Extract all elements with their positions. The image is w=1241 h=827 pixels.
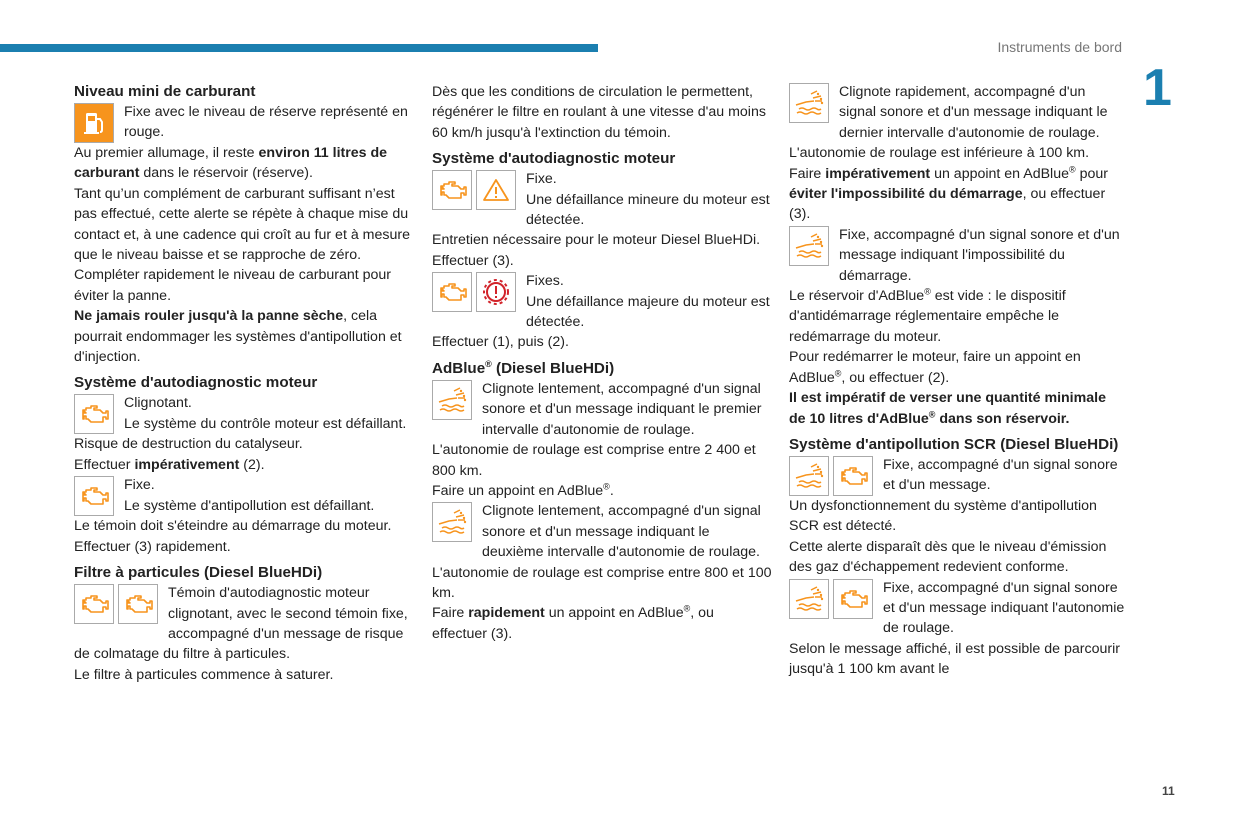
- fuel-p4: Ne jamais rouler jusqu'à la panne sèche, cela pourrait endommager les systèmes d'antipollution et d'injection.: [74, 308, 402, 366]
- column-1: [74, 82, 412, 685]
- adblue-c-p2: Faire impérativement un appoint en AdBlue® pour éviter l'impossibilité du démarrage, ou effectuer (3).: [789, 163, 1108, 223]
- fuel-p2: Tant qu’un complément de carburant suffisant n’est pas effectué, cette alerte se répète à chaque mise du contact et, à une cadence qui croît au fur et à mesure que le niveau baisse et se rapproche de zéro.: [74, 185, 410, 264]
- diag-b-text: Le système d'antipollution est défaillant.: [124, 497, 375, 514]
- adblue-d-p1: Le réservoir d'AdBlue® est vide : le dispositif d'antidémarrage réglementaire empêche le redémarrage du moteur.: [789, 286, 1066, 345]
- warning-triangle-icon: [476, 170, 516, 210]
- engine-outline-icon: [74, 476, 114, 516]
- scr-second-row: [789, 578, 1125, 639]
- adblue-icon: [789, 456, 829, 496]
- filter-continued: Dès que les conditions de circulation le permettent, régénérer le filtre en roulant à une vitesse d'au moins 60 km/h jusqu'à l'extinction du témoin.: [432, 84, 766, 141]
- fuel-warning-row: [74, 102, 412, 143]
- scr-b-p1: Selon le message affiché, il est possible de parcourir jusqu'à 1 100 km avant le: [789, 640, 1120, 678]
- section-title: Instruments de bord: [997, 39, 1122, 55]
- service-alert-icon: [476, 272, 516, 312]
- adblue-icon: [789, 579, 829, 619]
- scr-title: Système d'antipollution SCR (Diesel BlueHDi): [789, 435, 1119, 453]
- adblue-d-text: Fixe, accompagné d'un signal sonore et d'un message indiquant l'impossibilité du démarrage.: [839, 226, 1120, 284]
- diag-fixed-row: [74, 475, 412, 516]
- adblue-title: AdBlue® (Diesel BlueHDi): [432, 358, 615, 377]
- engine-outline-icon: [118, 584, 158, 624]
- diag2-a-text: Une défaillance mineure du moteur est détectée.: [526, 191, 770, 229]
- column-2: [432, 82, 772, 644]
- adblue-b-p1: L'autonomie de roulage est comprise entre 800 et 100 km.: [432, 564, 772, 601]
- filter-p1: Le filtre à particules commence à saturer.: [74, 666, 334, 683]
- fuel-p1: Au premier allumage, il reste environ 11 litres de carburant dans le réservoir (réserve).: [74, 145, 388, 182]
- diag-a-p1: Risque de destruction du catalyseur.: [74, 436, 303, 453]
- diag-flashing-row: [74, 393, 412, 434]
- diag2-b-text: Une défaillance majeure du moteur est détectée.: [526, 293, 770, 331]
- header-accent-bar: [0, 44, 598, 52]
- diag-title: Système d'autodiagnostic moteur: [74, 374, 318, 392]
- scr-a-p2: Cette alerte disparaît dès que le niveau d'émission des gaz d'échappement redevient conforme.: [789, 538, 1107, 576]
- scr-first-row: [789, 455, 1125, 496]
- diag2-title: Système d'autodiagnostic moteur: [432, 150, 676, 168]
- engine-outline-icon: [432, 272, 472, 312]
- diag2-b-state: Fixes.: [526, 273, 564, 290]
- engine-outline-icon: [74, 394, 114, 434]
- diag2-a-p1: Entretien nécessaire pour le moteur Diesel BlueHDi.: [432, 232, 761, 249]
- fuel-pump-icon: [74, 103, 114, 143]
- adblue-icon: [789, 226, 829, 266]
- filter-row: [74, 583, 412, 665]
- filter-title: Filtre à particules (Diesel BlueHDi): [74, 564, 323, 582]
- adblue-d-p3: Il est impératif de verser une quantité minimale de 10 litres d'AdBlue® dans son réservoir.: [789, 390, 1106, 427]
- fuel-p3: Compléter rapidement le niveau de carburant pour éviter la panne.: [74, 267, 392, 304]
- diag-a-p2: Effectuer impérativement (2).: [74, 456, 265, 473]
- diag-a-text: Le système du contrôle moteur est défaillant.: [124, 415, 407, 432]
- adblue-c-p1: L'autonomie de roulage est inférieure à 100 km.: [789, 145, 1090, 162]
- adblue-icon: [789, 83, 829, 123]
- adblue-icon: [432, 380, 472, 420]
- adblue-a-p2: Faire un appoint en AdBlue®.: [432, 481, 614, 499]
- scr-a-p1: Un dysfonctionnement du système d'antipollution SCR est détecté.: [789, 497, 1097, 535]
- adblue-icon: [432, 502, 472, 542]
- diag2-a-p2: Effectuer (3).: [432, 252, 514, 269]
- adblue-second-row: [432, 501, 772, 562]
- diag-b-p1: Le témoin doit s'éteindre au démarrage du moteur.: [74, 518, 392, 535]
- diag2-a-state: Fixe.: [526, 171, 557, 188]
- engine-outline-icon: [833, 579, 873, 619]
- engine-outline-icon: [74, 584, 114, 624]
- fuel-title: Niveau mini de carburant: [74, 83, 256, 100]
- adblue-b-text: Clignote lentement, accompagné d'un signal sonore et d'un message indiquant le deuxième intervalle d'autonomie de roulage.: [482, 503, 761, 561]
- chapter-number: 1: [1143, 59, 1172, 117]
- filter-icon-text: Témoin d'autodiagnostic moteur clignotant, avec le second témoin fixe, accompagné d'un message de risque de colmatage du filtre à particules.: [74, 585, 408, 663]
- diag2-major-row: [432, 271, 772, 332]
- adblue-empty-row: [789, 225, 1125, 286]
- fuel-icon-text: Fixe avec le niveau de réserve représenté en rouge.: [124, 104, 408, 141]
- column-3: [789, 82, 1125, 680]
- adblue-b-p2: Faire rapidement un appoint en AdBlue®, ou effectuer (3).: [432, 603, 714, 642]
- adblue-c-text: Clignote rapidement, accompagné d'un signal sonore et d'un message indiquant le dernier intervalle d'autonomie de roulage.: [839, 84, 1108, 141]
- engine-outline-icon: [833, 456, 873, 496]
- scr-b-text: Fixe, accompagné d'un signal sonore et d'un message indiquant l'autonomie de roulage.: [883, 579, 1125, 637]
- adblue-d-p2: Pour redémarrer le moteur, faire un appoint en AdBlue®, ou effectuer (2).: [789, 349, 1081, 386]
- scr-a-text: Fixe, accompagné d'un signal sonore et d'un message.: [883, 456, 1118, 494]
- engine-outline-icon: [432, 170, 472, 210]
- adblue-last-row: [789, 82, 1125, 143]
- diag-b-p2: Effectuer (3) rapidement.: [74, 538, 231, 555]
- diag-b-state: Fixe.: [124, 477, 155, 494]
- adblue-a-p1: L'autonomie de roulage est comprise entre 2 400 et 800 km.: [432, 442, 756, 479]
- diag2-b-p1: Effectuer (1), puis (2).: [432, 334, 569, 351]
- page-number: 11: [1162, 784, 1175, 798]
- diag-a-state: Clignotant.: [124, 395, 192, 412]
- diag2-minor-row: [432, 169, 772, 230]
- adblue-a-text: Clignote lentement, accompagné d'un signal sonore et d'un message indiquant le premier intervalle d'autonomie de roulage.: [482, 380, 762, 438]
- adblue-first-row: [432, 379, 772, 440]
